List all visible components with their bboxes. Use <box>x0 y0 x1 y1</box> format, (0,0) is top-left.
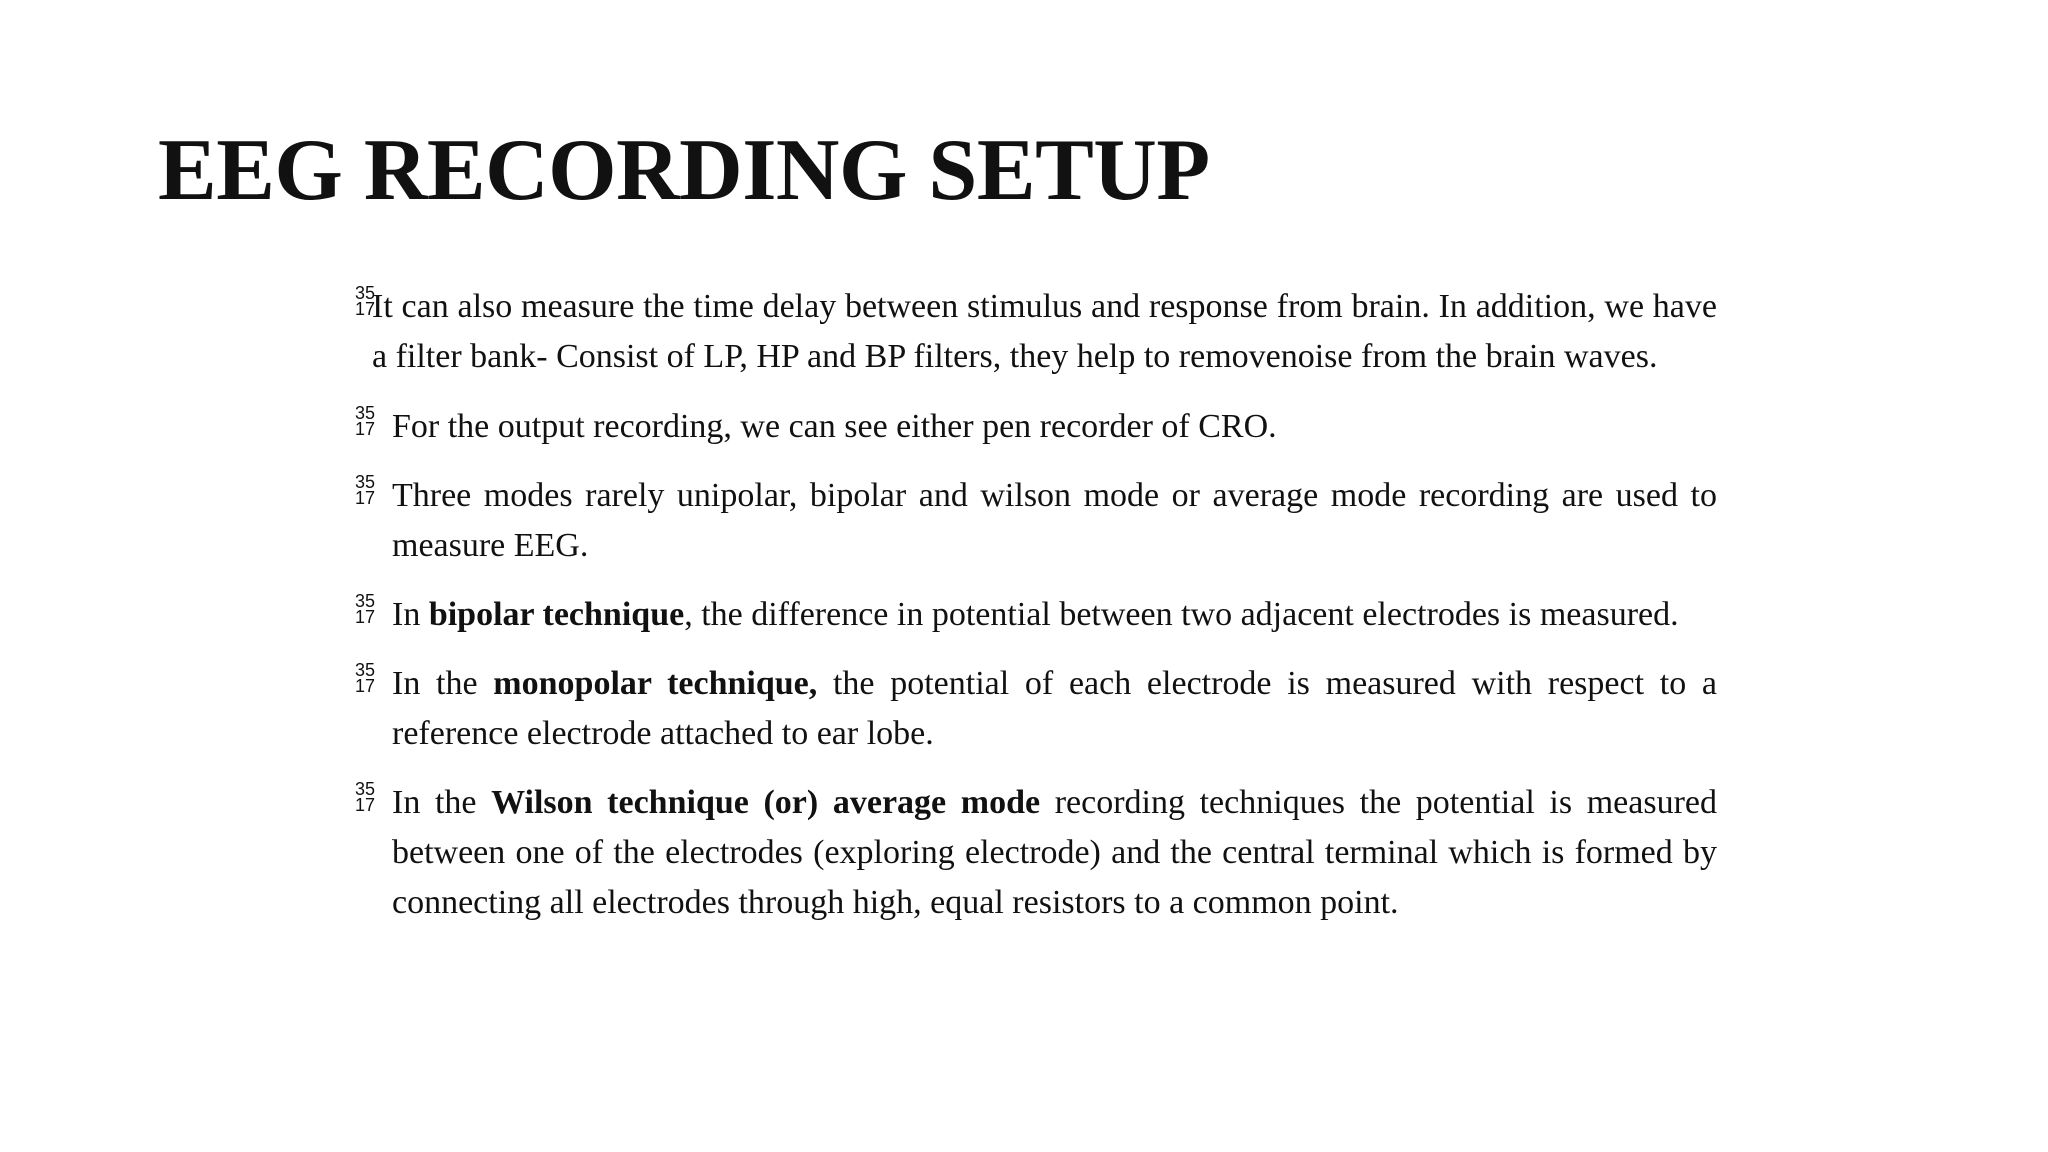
bullet-text <box>392 408 1277 445</box>
bullet-text-part: , the difference in potential between two adjacent electrodes is measured. <box>684 596 1679 633</box>
bullet-text-part: For the output recording, we can see either pen recorder of CRO. <box>392 408 1277 445</box>
bullet-item <box>352 402 1717 452</box>
bullet-marker-top: 35 <box>354 472 376 492</box>
bullet-text-part: In <box>392 596 429 633</box>
slide-title: EEG RECORDING SETUP <box>158 122 1210 219</box>
bullet-marker-top: 35 <box>354 660 376 680</box>
bullet-text-part: It can also measure the time delay between stimulus and response from brain. In addition, we have a filter bank- Consist of LP, HP and BP filters, they help to removenoise from the brain waves. <box>372 288 1717 375</box>
bullet-marker-bottom: 17 <box>354 607 376 627</box>
bullet-marker-icon <box>352 593 378 625</box>
bullet-text <box>392 665 1717 752</box>
bullet-marker-top: 35 <box>354 591 376 611</box>
bullet-text <box>372 288 1717 375</box>
bullet-marker-bottom: 17 <box>354 676 376 696</box>
bullet-marker-top: 35 <box>354 403 376 423</box>
bullet-text-part: Three modes rarely unipolar, bipolar and wilson mode or average mode recording are used to measure EEG. <box>392 477 1717 564</box>
bullet-item <box>352 778 1717 928</box>
bullet-marker-bottom: 17 <box>354 299 376 319</box>
bullet-text <box>392 784 1717 921</box>
bullet-list <box>352 282 1717 947</box>
bullet-marker-icon <box>352 662 378 694</box>
bullet-text-part: In the <box>392 784 492 821</box>
bullet-item <box>352 282 1717 382</box>
bullet-marker-bottom: 17 <box>354 795 376 815</box>
bullet-marker-top: 35 <box>354 779 376 799</box>
bullet-text <box>392 477 1717 564</box>
bullet-marker-top: 35 <box>354 283 376 303</box>
bullet-text-part: the potential of each electrode is measured with respect to a reference electrode attached to ear lobe. <box>392 665 1718 752</box>
bullet-marker-icon <box>352 285 378 317</box>
bullet-text <box>392 596 1679 633</box>
bullet-marker-bottom: 17 <box>354 419 376 439</box>
bullet-text-bold: bipolar technique <box>428 596 685 633</box>
bullet-text-part: In the <box>392 665 494 702</box>
bullet-text-bold: monopolar technique, <box>493 665 818 702</box>
bullet-marker-bottom: 17 <box>354 488 376 508</box>
bullet-marker-icon <box>352 405 378 437</box>
bullet-text-part: recording techniques the potential is measured between one of the electrodes (exploring electrode) and the central terminal which is formed by connecting all electrodes through high, equal resistors to a common point. <box>392 784 1717 921</box>
bullet-item <box>352 471 1717 571</box>
bullet-item <box>352 590 1717 640</box>
bullet-text-bold: Wilson technique (or) average mode <box>491 784 1041 821</box>
bullet-marker-icon <box>352 781 378 813</box>
bullet-item <box>352 659 1717 759</box>
bullet-marker-icon <box>352 474 378 506</box>
